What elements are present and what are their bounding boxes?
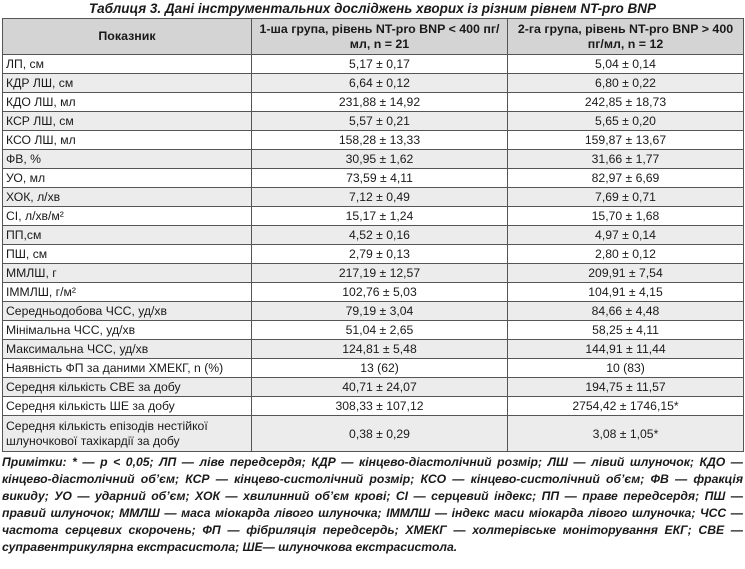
group1-value-cell: 13 (62) bbox=[252, 359, 508, 378]
group2-value-cell: 82,97 ± 6,69 bbox=[508, 169, 744, 188]
table-row bbox=[3, 226, 744, 245]
table-row bbox=[3, 93, 744, 112]
indicator-cell: СІ, л/хв/м² bbox=[3, 207, 252, 226]
table-row bbox=[3, 207, 744, 226]
table-row bbox=[3, 131, 744, 150]
table-row bbox=[3, 112, 744, 131]
group2-value-cell: 2,80 ± 0,12 bbox=[508, 245, 744, 264]
indicator-cell: ПШ, см bbox=[3, 245, 252, 264]
group1-value-cell: 40,71 ± 24,07 bbox=[252, 378, 508, 397]
indicator-cell: Мінімальна ЧСС, уд/хв bbox=[3, 321, 252, 340]
group1-value-cell: 15,17 ± 1,24 bbox=[252, 207, 508, 226]
group2-value-cell: 144,91 ± 11,44 bbox=[508, 340, 744, 359]
indicator-cell: ХОК, л/хв bbox=[3, 188, 252, 207]
table-row bbox=[3, 416, 744, 452]
indicator-cell: Середня кількість СВЕ за добу bbox=[3, 378, 252, 397]
group2-value-cell: 159,87 ± 13,67 bbox=[508, 131, 744, 150]
column-header-group2: 2-га група, рівень NT-pro BNP > 400 пг/мл, n = 12 bbox=[508, 19, 744, 55]
table-row bbox=[3, 378, 744, 397]
group2-value-cell: 209,91 ± 7,54 bbox=[508, 264, 744, 283]
group2-value-cell: 242,85 ± 18,73 bbox=[508, 93, 744, 112]
indicator-cell: Середньодобова ЧСС, уд/хв bbox=[3, 302, 252, 321]
group1-value-cell: 0,38 ± 0,29 bbox=[252, 416, 508, 452]
indicator-cell: Максимальна ЧСС, уд/хв bbox=[3, 340, 252, 359]
indicator-cell: Середня кількість ШЕ за добу bbox=[3, 397, 252, 416]
table-caption: Таблиця 3. Дані інструментальних досліджень хворих із різним рівнем NT-pro BNP bbox=[88, 1, 657, 16]
document-page bbox=[2, 0, 743, 555]
table-row bbox=[3, 397, 744, 416]
table-row bbox=[3, 359, 744, 378]
group1-value-cell: 308,33 ± 107,12 bbox=[252, 397, 508, 416]
group2-value-cell: 5,65 ± 0,20 bbox=[508, 112, 744, 131]
indicator-cell: КДР ЛШ, см bbox=[3, 74, 252, 93]
indicator-cell: КСР ЛШ, см bbox=[3, 112, 252, 131]
group1-value-cell: 5,17 ± 0,17 bbox=[252, 55, 508, 74]
indicator-cell: КСО ЛШ, мл bbox=[3, 131, 252, 150]
group2-value-cell: 6,80 ± 0,22 bbox=[508, 74, 744, 93]
indicator-cell: ПП,см bbox=[3, 226, 252, 245]
table-row bbox=[3, 264, 744, 283]
table-row bbox=[3, 340, 744, 359]
table-row bbox=[3, 188, 744, 207]
group2-value-cell: 84,66 ± 4,48 bbox=[508, 302, 744, 321]
indicator-cell: ФВ, % bbox=[3, 150, 252, 169]
group2-value-cell: 7,69 ± 0,71 bbox=[508, 188, 744, 207]
group2-value-cell: 31,66 ± 1,77 bbox=[508, 150, 744, 169]
group1-value-cell: 30,95 ± 1,62 bbox=[252, 150, 508, 169]
table-notes: Примітки: * — p < 0,05; ЛП — ліве передсердя; КДР — кінцево-діастолічний розмір; ЛШ — лівий шлуночок; КДО — кінцево-діастолічний об’єм; КСР — кінцево-систолічний розмір; КСО — кінцево-систолічний об’єм; ФВ — фракція викиду; УО — ударний об’єм; ХОК — хвилинний об’єм крові; СІ — серцевий індекс; ПП — праве передсердя; ПШ — правий шлуночок; ММЛШ — маса міокарда лівого шлуночка; ІММЛШ — індекс маси міокарда лівого шлуночка; ЧСС — частота серцевих скорочень; ФП — фібриляція передсердь; ХМЕКГ — холтерівське моніторування ЕКГ; СВЕ — суправентрикулярна екстрасистола; ШЕ— шлуночкова екстрасистола. bbox=[2, 455, 743, 554]
table-row bbox=[3, 74, 744, 93]
group2-value-cell: 194,75 ± 11,57 bbox=[508, 378, 744, 397]
column-header-indicator: Показник bbox=[3, 19, 252, 55]
indicator-cell: ММЛШ, г bbox=[3, 264, 252, 283]
data-table bbox=[2, 18, 744, 452]
group2-value-cell: 104,91 ± 4,15 bbox=[508, 283, 744, 302]
group1-value-cell: 231,88 ± 14,92 bbox=[252, 93, 508, 112]
group1-value-cell: 217,19 ± 12,57 bbox=[252, 264, 508, 283]
indicator-cell: КДО ЛШ, мл bbox=[3, 93, 252, 112]
group2-value-cell: 15,70 ± 1,68 bbox=[508, 207, 744, 226]
group1-value-cell: 102,76 ± 5,03 bbox=[252, 283, 508, 302]
table-header-row bbox=[3, 19, 744, 55]
indicator-cell: ІММЛШ, г/м² bbox=[3, 283, 252, 302]
group1-value-cell: 2,79 ± 0,13 bbox=[252, 245, 508, 264]
group2-value-cell: 4,97 ± 0,14 bbox=[508, 226, 744, 245]
group1-value-cell: 7,12 ± 0,49 bbox=[252, 188, 508, 207]
group1-value-cell: 73,59 ± 4,11 bbox=[252, 169, 508, 188]
group2-value-cell: 3,08 ± 1,05* bbox=[508, 416, 744, 452]
group1-value-cell: 6,64 ± 0,12 bbox=[252, 74, 508, 93]
group1-value-cell: 51,04 ± 2,65 bbox=[252, 321, 508, 340]
table-row bbox=[3, 283, 744, 302]
table-row bbox=[3, 321, 744, 340]
group2-value-cell: 5,04 ± 0,14 bbox=[508, 55, 744, 74]
group1-value-cell: 4,52 ± 0,16 bbox=[252, 226, 508, 245]
group2-value-cell: 2754,42 ± 1746,15* bbox=[508, 397, 744, 416]
indicator-cell: ЛП, см bbox=[3, 55, 252, 74]
group1-value-cell: 79,19 ± 3,04 bbox=[252, 302, 508, 321]
indicator-cell: Наявність ФП за даними ХМЕКГ, n (%) bbox=[3, 359, 252, 378]
table-row bbox=[3, 55, 744, 74]
group1-value-cell: 124,81 ± 5,48 bbox=[252, 340, 508, 359]
group2-value-cell: 10 (83) bbox=[508, 359, 744, 378]
indicator-cell: УО, мл bbox=[3, 169, 252, 188]
group1-value-cell: 5,57 ± 0,21 bbox=[252, 112, 508, 131]
indicator-cell: Середня кількість епізодів нестійкої шлуночкової тахікардії за добу bbox=[3, 416, 252, 452]
group1-value-cell: 158,28 ± 13,33 bbox=[252, 131, 508, 150]
column-header-group1: 1-ша група, рівень NT-pro BNP < 400 пг/мл, n = 21 bbox=[252, 19, 508, 55]
table-row bbox=[3, 245, 744, 264]
table-row bbox=[3, 169, 744, 188]
group2-value-cell: 58,25 ± 4,11 bbox=[508, 321, 744, 340]
table-row bbox=[3, 150, 744, 169]
table-row bbox=[3, 302, 744, 321]
